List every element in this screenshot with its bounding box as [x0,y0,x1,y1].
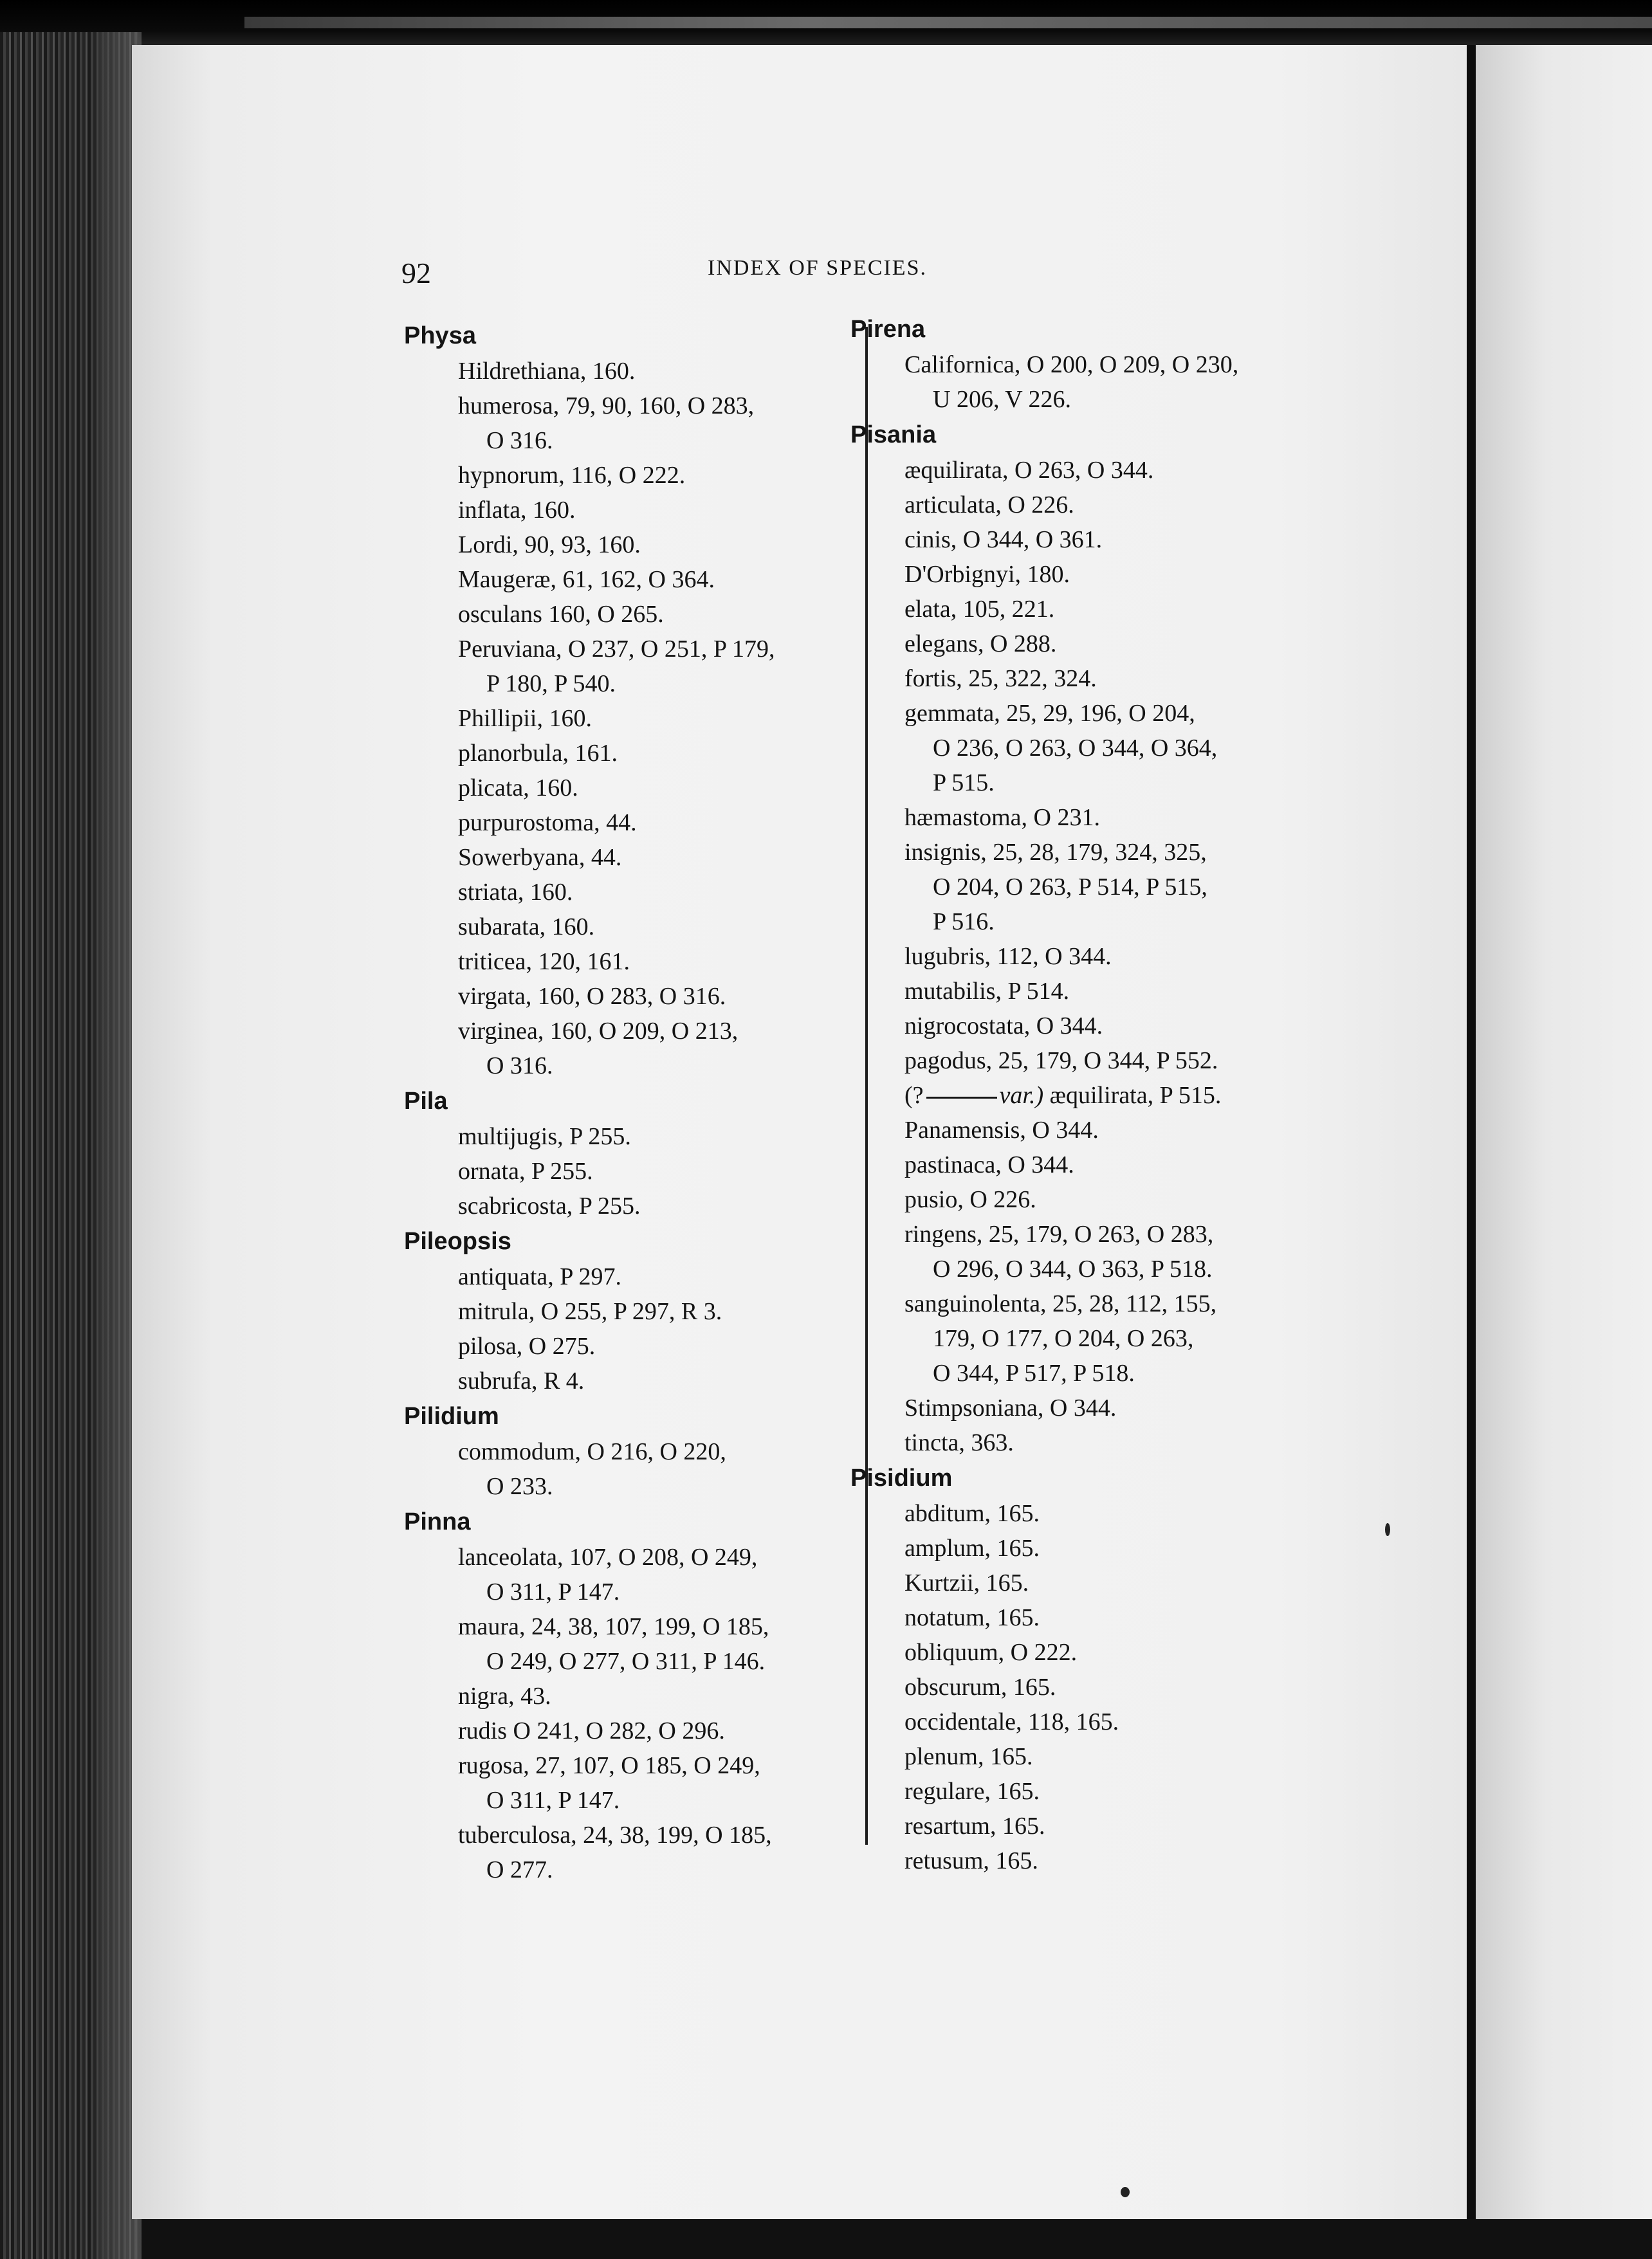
genus-block [404,1083,854,1223]
species-entry: gemmata, 25, 29, 196, O 204, [904,700,1195,727]
genus-heading: Pisidium [850,1465,953,1492]
genus-block [404,318,854,1083]
species-entry: nigrocostata, O 344. [904,1012,1103,1039]
species-entry: Panamensis, O 344. [904,1117,1099,1144]
scan-border-strip [244,17,1652,28]
species-entry: pagodus, 25, 179, O 344, P 552. [904,1047,1218,1074]
index-column-left [404,318,854,1887]
genus-heading: Pila [404,1088,448,1115]
species-entry-continuation: P 180, P 540. [486,670,616,697]
species-entry: lanceolata, 107, O 208, O 249, [458,1544,758,1571]
species-entry-continuation: O 316. [486,1052,553,1079]
species-entry: Peruviana, O 237, O 251, P 179, [458,636,775,663]
species-entry: plicata, 160. [458,774,578,801]
species-entry: subrufa, R 4. [458,1367,585,1395]
species-entry: Maugeræ, 61, 162, O 364. [458,566,715,593]
species-entry: tuberculosa, 24, 38, 199, O 185, [458,1822,772,1849]
species-entry-continuation: O 344, P 517, P 518. [933,1360,1135,1387]
species-entry-continuation: O 311, P 147. [486,1578,620,1605]
species-entry: elata, 105, 221. [904,596,1055,623]
genus-block [404,1223,854,1398]
genus-block [404,1504,854,1887]
species-entry: pilosa, O 275. [458,1333,596,1360]
species-entry: obscurum, 165. [904,1674,1056,1701]
species-entry: striata, 160. [458,879,573,906]
genus-heading: Pisania [850,421,937,448]
species-entry: hypnorum, 116, O 222. [458,462,686,489]
species-entry: occidentale, 118, 165. [904,1708,1119,1735]
species-entry: amplum, 165. [904,1535,1040,1562]
species-entry: humerosa, 79, 90, 160, O 283, [458,392,755,419]
species-entry: pastinaca, O 344. [904,1151,1074,1178]
running-title: INDEX OF SPECIES. [708,256,927,280]
species-entry: plenum, 165. [904,1743,1033,1770]
species-entry: Californica, O 200, O 209, O 230, [904,351,1239,378]
species-entry: tincta, 363. [904,1429,1014,1456]
genus-block [850,1460,1320,1878]
species-entry: mitrula, O 255, P 297, R 3. [458,1298,722,1325]
page-number: 92 [401,257,431,289]
genus-heading: Pirena [850,316,926,343]
genus-heading: Pilidium [404,1403,499,1430]
species-entry: nigra, 43. [458,1683,551,1710]
species-variety-entry [850,1078,1320,1113]
variety-word: var.) [999,1082,1044,1109]
species-entry: ringens, 25, 179, O 263, O 283, [904,1221,1214,1248]
species-entry: subarata, 160. [458,913,595,940]
species-entry: rugosa, 27, 107, O 185, O 249, [458,1752,760,1779]
species-entry: notatum, 165. [904,1604,1040,1631]
genus-heading: Pinna [404,1508,471,1535]
species-entry: Kurtzii, 165. [904,1569,1029,1596]
species-entry-continuation: O 236, O 263, O 344, O 364, [933,735,1218,762]
species-entry: multijugis, P 255. [458,1123,631,1150]
species-entry-continuation: O 233. [486,1473,553,1500]
species-entry: retusum, 165. [904,1847,1038,1874]
species-entry-continuation: O 249, O 277, O 311, P 146. [486,1648,766,1675]
species-entry: maura, 24, 38, 107, 199, O 185, [458,1613,769,1640]
genus-heading: Physa [404,322,476,349]
variety-rest: æquilirata, P 515. [1043,1082,1222,1109]
species-entry-continuation: O 296, O 344, O 363, P 518. [933,1256,1213,1283]
species-entry: scabricosta, P 255. [458,1193,641,1220]
species-entry-continuation: O 316. [486,427,553,454]
species-entry: lugubris, 112, O 344. [904,943,1112,970]
species-entry: fortis, 25, 322, 324. [904,665,1097,692]
species-entry: antiquata, P 297. [458,1263,621,1290]
species-entry: D'Orbignyi, 180. [904,561,1070,588]
species-entry: virginea, 160, O 209, O 213, [458,1018,739,1045]
species-entry: pusio, O 226. [904,1186,1036,1213]
species-entry: inflata, 160. [458,497,576,524]
species-entry: commodum, O 216, O 220, [458,1438,726,1465]
species-entry: planorbula, 161. [458,740,618,767]
species-entry: sanguinolenta, 25, 28, 112, 155, [904,1290,1217,1317]
variety-dash [926,1097,997,1099]
facing-page [1476,45,1652,2219]
species-entry: obliquum, O 222. [904,1639,1078,1666]
species-entry: insignis, 25, 28, 179, 324, 325, [904,839,1207,866]
species-entry: abditum, 165. [904,1500,1040,1527]
species-entry-continuation: 179, O 177, O 204, O 263, [933,1325,1194,1352]
species-entry-continuation: U 206, V 226. [933,386,1072,413]
species-entry: hæmastoma, O 231. [904,804,1100,831]
species-entry-continuation: O 311, P 147. [486,1787,620,1814]
genus-block [850,311,1320,417]
species-entry: virgata, 160, O 283, O 316. [458,983,726,1010]
species-entry-continuation: P 516. [933,908,995,935]
species-entry: regulare, 165. [904,1778,1040,1805]
species-entry: cinis, O 344, O 361. [904,526,1103,553]
species-entry: rudis O 241, O 282, O 296. [458,1717,725,1744]
species-entry: purpurostoma, 44. [458,809,637,836]
species-entry: triticea, 120, 161. [458,948,630,975]
species-entry-continuation: P 515. [933,769,995,796]
species-entry: mutabilis, P 514. [904,978,1070,1005]
species-entry: articulata, O 226. [904,491,1074,518]
species-entry-continuation: O 204, O 263, P 514, P 515, [933,873,1207,901]
species-entry: Phillipii, 160. [458,705,592,732]
species-entry: Sowerbyana, 44. [458,844,622,871]
species-entry: Hildrethiana, 160. [458,358,636,385]
page-gutter [1467,45,1476,2219]
scan-speck [1385,1523,1390,1536]
species-entry: ornata, P 255. [458,1158,593,1185]
species-entry: Stimpsoniana, O 344. [904,1395,1117,1422]
species-entry: elegans, O 288. [904,630,1057,657]
species-entry: resartum, 165. [904,1813,1045,1840]
species-entry-continuation: O 277. [486,1856,553,1883]
species-entry: Lordi, 90, 93, 160. [458,531,641,558]
species-entry: æquilirata, O 263, O 344. [904,457,1154,484]
genus-heading: Pileopsis [404,1228,511,1255]
genus-block [404,1398,854,1504]
species-entry: osculans 160, O 265. [458,601,664,628]
scan-speck [1121,2187,1130,2197]
index-column-right [850,311,1320,1878]
genus-block [850,417,1320,1460]
variety-open: (? [904,1082,924,1109]
